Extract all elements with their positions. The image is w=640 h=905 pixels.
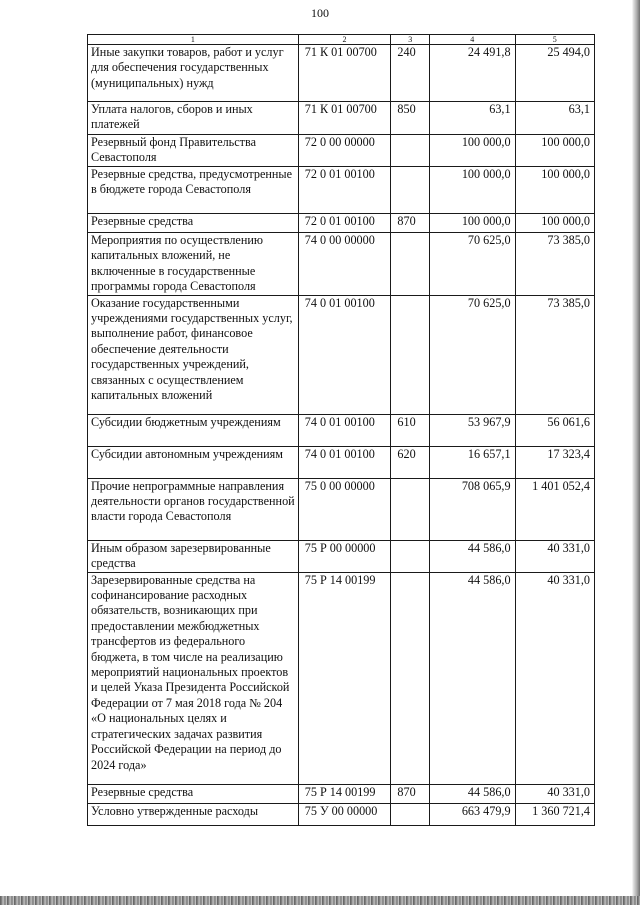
- row-amount-year1: 100 000,0: [430, 214, 516, 233]
- table-row: [88, 803, 595, 825]
- table-row: [88, 135, 595, 167]
- row-amount-year2: 73 385,0: [515, 233, 594, 296]
- row-amount-year1: 63,1: [430, 102, 516, 135]
- row-name: Субсидии автономным учреждениям: [88, 446, 299, 478]
- table-row: [88, 572, 595, 784]
- column-number: 5: [515, 35, 594, 45]
- row-name: Уплата налогов, сборов и иных платежей: [88, 102, 299, 135]
- row-amount-year2: 40 331,0: [515, 784, 594, 803]
- row-name: Резервные средства: [88, 784, 299, 803]
- row-amount-year2: 100 000,0: [515, 167, 594, 214]
- row-code: 75 У 00 00000: [298, 803, 391, 825]
- row-expense-type: [391, 295, 430, 414]
- row-code: 71 К 01 00700: [298, 102, 391, 135]
- row-expense-type: 620: [391, 446, 430, 478]
- row-amount-year1: 100 000,0: [430, 167, 516, 214]
- column-number: 4: [430, 35, 516, 45]
- row-amount-year2: 1 360 721,4: [515, 803, 594, 825]
- row-amount-year1: 24 491,8: [430, 45, 516, 102]
- row-expense-type: [391, 233, 430, 296]
- row-code: 72 0 01 00100: [298, 214, 391, 233]
- row-name: Резервные средства, предусмотренные в бюджете города Севастополя: [88, 167, 299, 214]
- row-amount-year2: 25 494,0: [515, 45, 594, 102]
- row-amount-year2: 100 000,0: [515, 214, 594, 233]
- table-row: [88, 45, 595, 102]
- row-expense-type: [391, 478, 430, 540]
- table-row: [88, 478, 595, 540]
- row-code: 75 Р 14 00199: [298, 572, 391, 784]
- scan-edge-right: [632, 0, 640, 905]
- row-amount-year1: 16 657,1: [430, 446, 516, 478]
- row-name: Оказание государственными учреждениями государственных услуг, выполнение работ, финансовое обеспечение деятельности государственных учреждений, связанных с осуществлением капитальных вложений: [88, 295, 299, 414]
- column-number-row: [88, 35, 595, 45]
- row-expense-type: 870: [391, 784, 430, 803]
- table-row: [88, 295, 595, 414]
- row-amount-year1: 70 625,0: [430, 233, 516, 296]
- column-number: 2: [298, 35, 391, 45]
- row-amount-year2: 73 385,0: [515, 295, 594, 414]
- row-amount-year1: 100 000,0: [430, 135, 516, 167]
- row-amount-year1: 44 586,0: [430, 784, 516, 803]
- row-code: 74 0 01 00100: [298, 414, 391, 446]
- row-expense-type: 870: [391, 214, 430, 233]
- row-code: 75 Р 00 00000: [298, 540, 391, 572]
- row-amount-year2: 56 061,6: [515, 414, 594, 446]
- row-amount-year2: 40 331,0: [515, 540, 594, 572]
- row-code: 72 0 00 00000: [298, 135, 391, 167]
- table-row: [88, 540, 595, 572]
- row-amount-year2: 100 000,0: [515, 135, 594, 167]
- table-row: [88, 102, 595, 135]
- table-row: [88, 446, 595, 478]
- row-name: Зарезервированные средства на софинансирование расходных обязательств, возникающих при предоставлении межбюджетных трансфертов из федерального бюджета, в том числе на реализацию мероприятий национальных проектов и целей Указа Президента Российской Федерации от 7 мая 2018 года № 204 «О национальных целях и стратегических задачах развития Российской Федерации на период до 2024 года»: [88, 572, 299, 784]
- row-expense-type: 240: [391, 45, 430, 102]
- row-code: 75 Р 14 00199: [298, 784, 391, 803]
- row-expense-type: [391, 135, 430, 167]
- row-expense-type: [391, 572, 430, 784]
- row-amount-year2: 1 401 052,4: [515, 478, 594, 540]
- row-amount-year1: 663 479,9: [430, 803, 516, 825]
- table-row: [88, 414, 595, 446]
- row-amount-year1: 44 586,0: [430, 572, 516, 784]
- column-number: 1: [88, 35, 299, 45]
- row-expense-type: 610: [391, 414, 430, 446]
- row-amount-year1: 44 586,0: [430, 540, 516, 572]
- row-code: 71 К 01 00700: [298, 45, 391, 102]
- row-name: Резервный фонд Правительства Севастополя: [88, 135, 299, 167]
- row-expense-type: [391, 803, 430, 825]
- row-expense-type: [391, 540, 430, 572]
- row-name: Резервные средства: [88, 214, 299, 233]
- row-code: 72 0 01 00100: [298, 167, 391, 214]
- budget-table: [87, 34, 595, 826]
- column-number: 3: [391, 35, 430, 45]
- row-name: Мероприятия по осуществлению капитальных вложений, не включенные в государственные программы города Севастополя: [88, 233, 299, 296]
- row-amount-year2: 17 323,4: [515, 446, 594, 478]
- row-expense-type: [391, 167, 430, 214]
- row-name: Прочие непрограммные направления деятельности органов государственной власти города Севастополя: [88, 478, 299, 540]
- row-expense-type: 850: [391, 102, 430, 135]
- row-name: Иные закупки товаров, работ и услуг для обеспечения государственных (муниципальных) нужд: [88, 45, 299, 102]
- table-row: [88, 214, 595, 233]
- row-amount-year2: 40 331,0: [515, 572, 594, 784]
- row-code: 74 0 01 00100: [298, 295, 391, 414]
- row-name: Субсидии бюджетным учреждениям: [88, 414, 299, 446]
- page-number: 100: [311, 6, 329, 20]
- table-row: [88, 233, 595, 296]
- row-amount-year1: 708 065,9: [430, 478, 516, 540]
- row-code: 75 0 00 00000: [298, 478, 391, 540]
- row-amount-year1: 53 967,9: [430, 414, 516, 446]
- row-amount-year1: 70 625,0: [430, 295, 516, 414]
- row-name: Иным образом зарезервированные средства: [88, 540, 299, 572]
- table-row: [88, 784, 595, 803]
- row-amount-year2: 63,1: [515, 102, 594, 135]
- row-code: 74 0 00 00000: [298, 233, 391, 296]
- row-name: Условно утвержденные расходы: [88, 803, 299, 825]
- table-row: [88, 167, 595, 214]
- row-code: 74 0 01 00100: [298, 446, 391, 478]
- scan-edge-bottom: [0, 896, 640, 905]
